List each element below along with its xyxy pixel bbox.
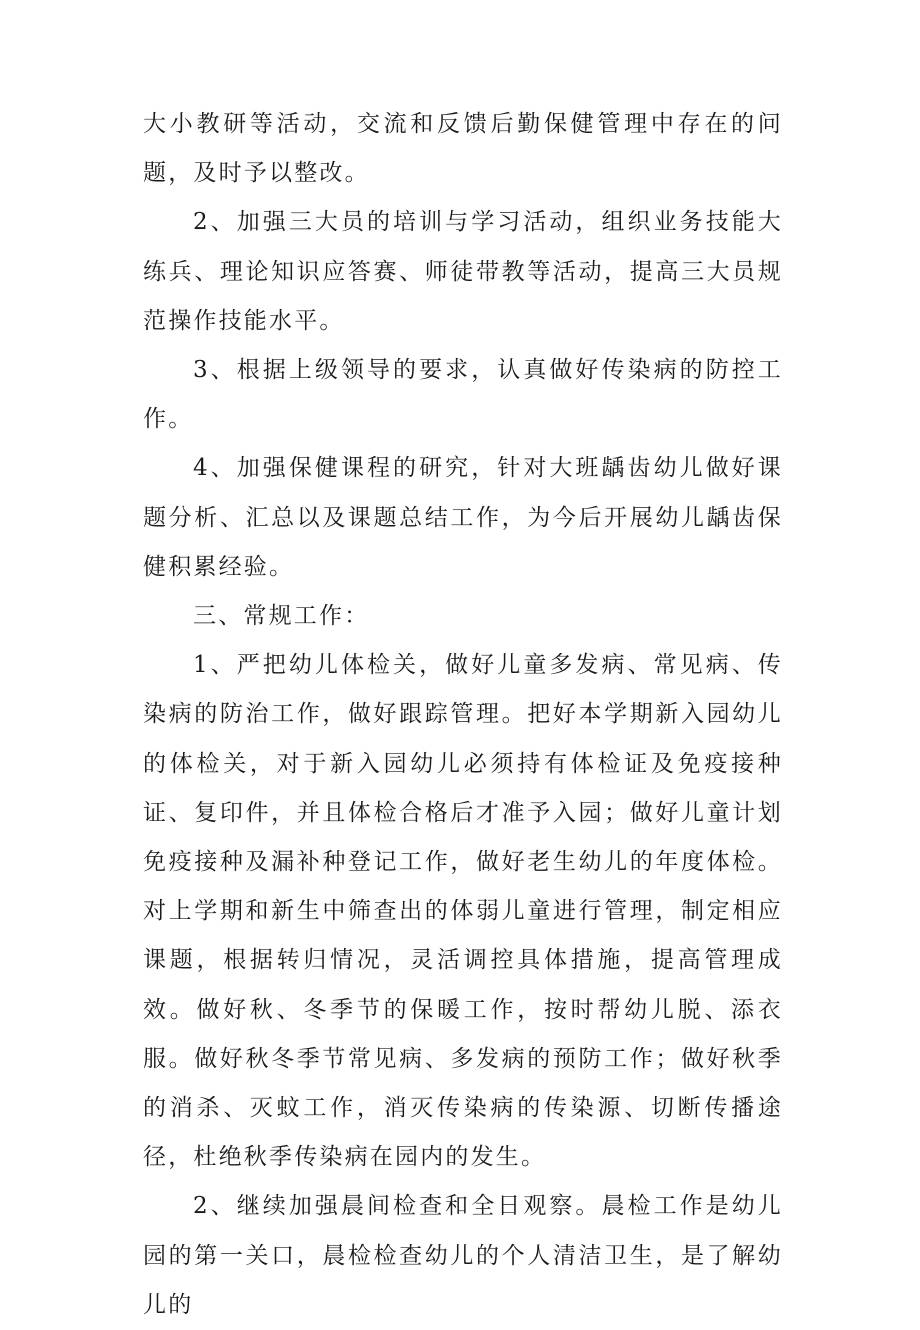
paragraph-continuation: 大小教研等活动，交流和反馈后勤保健管理中存在的问题，及时予以整改。 xyxy=(143,111,783,187)
paragraph-routine-item-2: 2、继续加强晨间检查和全日观察。晨检工作是幼儿园的第一关口，晨检检查幼儿的个人清洁卫生，是了解幼儿的 xyxy=(143,1193,783,1318)
paragraph-routine-item-1: 1、严把幼儿体检关，做好儿童多发病、常见病、传染病的防治工作，做好跟踪管理。把好本学期新入园幼儿的体检关，对于新入园幼儿必须持有体检证及免疫接种证、复印件，并且体检合格后才准予入园；做好儿童计划免疫接种及漏补种登记工作，做好老生幼儿的年度体检。对上学期和新生中筛查出的体弱儿童进行管理，制定相应课题，根据转归情况，灵活调控具体措施，提高管理成效。做好秋、冬季节的保暖工作，按时帮幼儿脱、添衣服。做好秋冬季节常见病、多发病的预防工作；做好秋季的消杀、灭蚊工作，消灭传染病的传染源、切断传播途径，杜绝秋季传染病在园内的发生。 xyxy=(143,652,783,1171)
paragraph-item-2: 2、加强三大员的培训与学习活动，组织业务技能大练兵、理论知识应答赛、师徒带教等活动，提高三大员规范操作技能水平。 xyxy=(143,209,783,334)
paragraph-item-3: 3、根据上级领导的要求，认真做好传染病的防控工作。 xyxy=(143,357,783,433)
section-heading-routine-work: 三、常规工作： xyxy=(193,603,370,630)
paragraph-item-4: 4、加强保健课程的研究，针对大班龋齿幼儿做好课题分析、汇总以及课题总结工作，为今后开展幼儿龋齿保健积累经验。 xyxy=(143,455,783,580)
document-body xyxy=(143,100,783,1330)
